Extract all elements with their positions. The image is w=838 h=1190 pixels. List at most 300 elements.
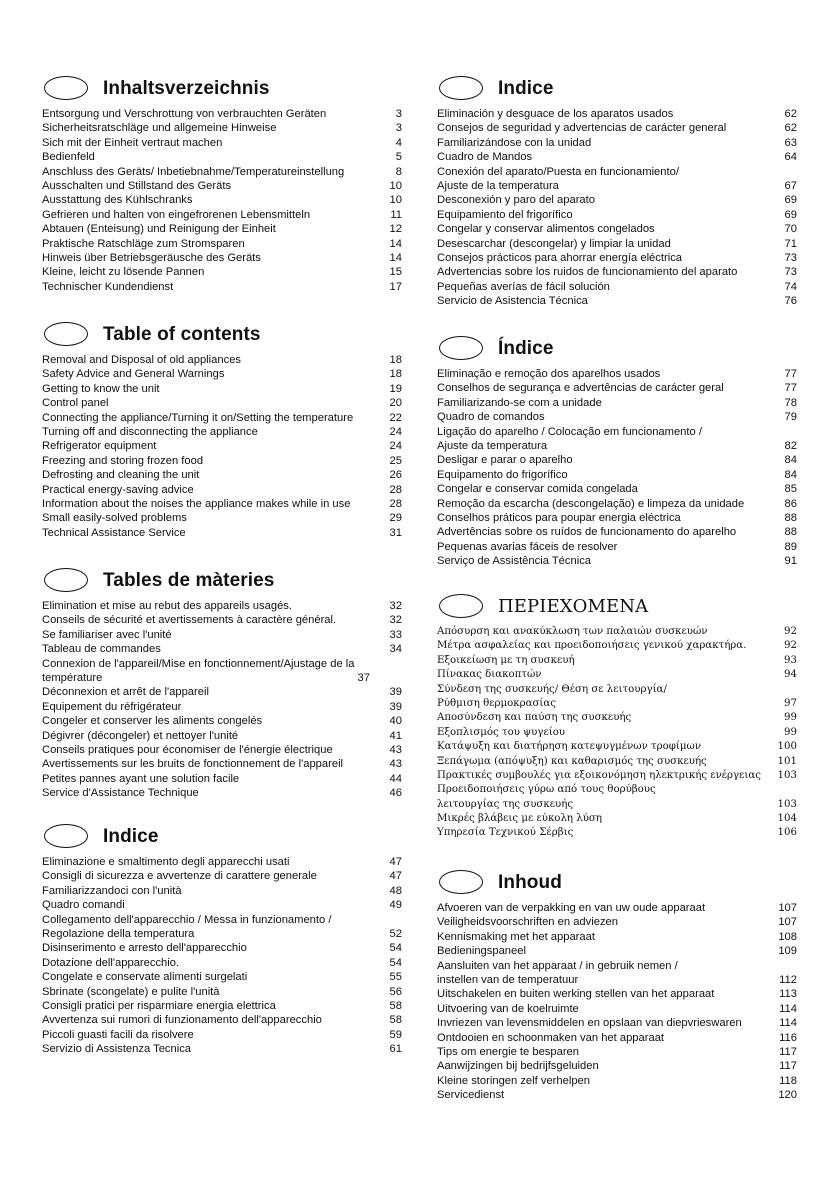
toc-entry bbox=[42, 382, 402, 396]
toc-entry bbox=[42, 353, 402, 367]
toc-entry-page-number: 77 bbox=[784, 368, 797, 380]
toc-entry-text: Conseils de sécurité et avertissements à caractère général. bbox=[42, 614, 337, 627]
toc-entry-text: Ligação do aparelho / Colocação em funcionamento / bbox=[437, 425, 702, 438]
toc-entry bbox=[437, 683, 797, 697]
toc-entry-page-number: 43 bbox=[389, 743, 402, 756]
toc-entry-page-number: 113 bbox=[779, 988, 797, 1001]
toc-entry-text: Ajuste de la temperatura bbox=[437, 179, 559, 192]
toc-entry-text: Απόσυρση και ανακύκλωση των παλαιών συσκευών bbox=[437, 626, 708, 637]
toc-entry bbox=[437, 1002, 797, 1016]
toc-entry-text: Αποσύνδεση και παύση της συσκευής bbox=[437, 712, 632, 724]
toc-entry-page-number: 26 bbox=[389, 469, 402, 482]
toc-entry bbox=[42, 222, 402, 236]
toc-entry-page-number: 17 bbox=[389, 280, 402, 293]
toc-entry bbox=[437, 769, 797, 783]
toc-entry-text: Εξοικείωση με τη συσκευή bbox=[437, 654, 575, 666]
toc-entry bbox=[42, 613, 402, 627]
toc-entry-text: Service d'Assistance Technique bbox=[42, 787, 199, 800]
toc-entry-text: Quadro de comandos bbox=[437, 411, 545, 424]
toc-entry-page-number: 12 bbox=[389, 223, 402, 236]
toc-entry-text: Consigli pratici per risparmiare energia elettrica bbox=[42, 999, 276, 1012]
toc-entry-page-number: 19 bbox=[389, 382, 402, 395]
toc-entry-page-number: 44 bbox=[389, 772, 402, 785]
toc-entry bbox=[437, 396, 797, 410]
toc-entry-text: Disinserimento e arresto dell'apparecchio bbox=[42, 942, 247, 955]
toc-entry-page-number: 103 bbox=[777, 769, 797, 781]
toc-entry-page-number: 88 bbox=[784, 526, 797, 539]
toc-entry-text: Removal and Disposal of old appliances bbox=[42, 354, 242, 366]
toc-entry-text: température bbox=[42, 671, 103, 684]
toc-entry bbox=[437, 525, 797, 539]
toc-entry-page-number: 40 bbox=[389, 715, 402, 728]
toc-entry bbox=[42, 913, 402, 927]
toc-entry-text: Προειδοποιήσεις γύρω από τους θορύβους bbox=[437, 784, 656, 796]
toc-entry-text: λειτουργίας της συσκευής bbox=[437, 798, 574, 810]
toc-entry bbox=[42, 511, 402, 525]
toc-entry bbox=[42, 468, 402, 482]
toc-entry bbox=[437, 1016, 797, 1030]
toc-entry-page-number: 69 bbox=[784, 208, 797, 221]
toc-entry-page-number: 24 bbox=[389, 440, 402, 453]
toc-entry-page-number: 64 bbox=[784, 151, 797, 164]
toc-entry-page-number: 47 bbox=[389, 870, 402, 883]
toc-entry-page-number: 34 bbox=[389, 643, 402, 656]
toc-entry bbox=[437, 468, 797, 482]
toc-entry-page-number: 117 bbox=[779, 1060, 797, 1073]
toc-entry bbox=[437, 1074, 797, 1088]
toc-entry-text: Familiarizzandoci con l'unità bbox=[42, 884, 182, 897]
section-title: Índice bbox=[498, 338, 554, 359]
toc-entry bbox=[437, 915, 797, 929]
toc-entry-page-number: 61 bbox=[389, 1043, 402, 1056]
toc-entry bbox=[42, 642, 402, 656]
toc-entry-page-number: 10 bbox=[389, 194, 402, 207]
toc-entry-list bbox=[42, 599, 402, 800]
toc-entry bbox=[437, 136, 797, 150]
toc-entry bbox=[42, 884, 402, 898]
toc-entry bbox=[437, 497, 797, 511]
toc-entry bbox=[42, 136, 402, 150]
toc-entry-text: Elimination et mise au rebut des appareils usagés. bbox=[42, 600, 292, 612]
toc-entry bbox=[42, 970, 402, 984]
toc-entry-page-number: 104 bbox=[777, 813, 797, 825]
toc-entry-text: Hinweis über Betriebsgeräusche des Geräts bbox=[42, 251, 261, 264]
toc-entry bbox=[42, 700, 402, 714]
toc-entry bbox=[42, 772, 402, 786]
toc-entry-text: Petites pannes ayant une solution facile bbox=[42, 772, 240, 785]
toc-entry-page-number: 47 bbox=[389, 856, 402, 868]
toc-entry bbox=[437, 367, 797, 381]
toc-entry-page-number: 86 bbox=[784, 497, 797, 510]
toc-entry-text: Conselhos de segurança e advertências de carácter geral bbox=[437, 382, 724, 395]
toc-section bbox=[437, 76, 797, 308]
toc-entry-list bbox=[437, 901, 797, 1102]
toc-entry-page-number: 48 bbox=[389, 884, 402, 897]
toc-entry-text: Aanwijzingen bij bedrijfsgeluiden bbox=[437, 1060, 599, 1073]
toc-entry-text: Refrigerator equipment bbox=[42, 440, 157, 453]
toc-entry-page-number: 58 bbox=[389, 1014, 402, 1027]
toc-entry bbox=[437, 425, 797, 439]
toc-entry-page-number: 116 bbox=[779, 1031, 797, 1044]
toc-entry-page-number: 18 bbox=[389, 354, 402, 366]
toc-entry-text: Μέτρα ασφαλείας και προειδοποιήσεις γενικού χαρακτήρα. bbox=[437, 640, 747, 652]
toc-entry bbox=[437, 107, 797, 121]
toc-entry bbox=[437, 294, 797, 308]
section-title: Inhoud bbox=[498, 872, 562, 893]
toc-entry bbox=[42, 121, 402, 135]
toc-entry-text: Ausschalten und Stillstand des Geräts bbox=[42, 179, 232, 192]
toc-entry-text: Consigli di sicurezza e avvertenze di carattere generale bbox=[42, 870, 317, 883]
section-title: ΠΕΡΙΕΧΟΜΕΝΑ bbox=[498, 596, 649, 617]
toc-entry bbox=[42, 757, 402, 771]
toc-entry-text: Abtauen (Enteisung) und Reinigung der Einheit bbox=[42, 223, 276, 236]
toc-entry-text: Kennismaking met het apparaat bbox=[437, 930, 595, 943]
toc-entry-page-number: 14 bbox=[389, 237, 402, 250]
toc-entry-text: Bedieningspaneel bbox=[437, 945, 526, 958]
toc-entry-page-number: 97 bbox=[784, 697, 797, 709]
toc-entry-page-number: 20 bbox=[389, 397, 402, 410]
toc-entry-text: Safety Advice and General Warnings bbox=[42, 368, 225, 381]
toc-entry bbox=[42, 107, 402, 121]
toc-entry-page-number: 25 bbox=[389, 454, 402, 467]
toc-entry bbox=[437, 511, 797, 525]
toc-entry bbox=[42, 526, 402, 540]
toc-entry bbox=[42, 729, 402, 743]
toc-entry-page-number: 33 bbox=[389, 628, 402, 641]
toc-entry-page-number: 99 bbox=[784, 726, 797, 738]
section-title: Indice bbox=[498, 78, 554, 99]
toc-entry-page-number: 8 bbox=[395, 165, 402, 178]
toc-entry-text: Dotazione dell'apparecchio. bbox=[42, 956, 180, 969]
toc-entry-page-number: 118 bbox=[779, 1074, 797, 1087]
toc-entry bbox=[42, 1042, 402, 1056]
toc-entry-page-number: 100 bbox=[777, 741, 797, 753]
toc-entry-text: Equipamiento del frigorífico bbox=[437, 208, 573, 221]
toc-entry-text: Remoção da escarcha (descongelação) e limpeza da unidade bbox=[437, 497, 745, 510]
toc-entry bbox=[42, 685, 402, 699]
toc-entry bbox=[437, 208, 797, 222]
toc-entry-page-number: 31 bbox=[389, 526, 402, 539]
toc-entry-page-number: 73 bbox=[784, 251, 797, 264]
toc-entry-page-number: 5 bbox=[395, 151, 402, 164]
toc-entry bbox=[42, 251, 402, 265]
toc-entry-page-number: 46 bbox=[389, 787, 402, 800]
toc-entry bbox=[42, 193, 402, 207]
toc-entry-text: Veiligheidsvoorschriften en adviezen bbox=[437, 916, 618, 929]
toc-entry bbox=[42, 150, 402, 164]
toc-entry-page-number: 3 bbox=[395, 108, 402, 120]
toc-entry-text: Familiarizando-se com a unidade bbox=[437, 396, 602, 409]
toc-entry-text: Ajuste da temperatura bbox=[437, 439, 548, 452]
language-flag-oval-icon bbox=[44, 322, 88, 346]
toc-entry bbox=[42, 657, 402, 671]
toc-entry-page-number: 84 bbox=[784, 454, 797, 467]
language-flag-oval-icon bbox=[44, 568, 88, 592]
toc-entry-text: Familiarizándose con la unidad bbox=[437, 136, 592, 149]
toc-entry bbox=[42, 999, 402, 1013]
toc-entry-text: Servizio di Assistenza Tecnica bbox=[42, 1043, 192, 1056]
toc-entry-text: Eliminazione e smaltimento degli apparecchi usati bbox=[42, 856, 290, 868]
toc-entry-text: Ξεπάγωμα (απόψυξη) και καθαρισμός της συσκευής bbox=[437, 755, 707, 767]
toc-entry-text: Avvertenza sui rumori di funzionamento dell'apparecchio bbox=[42, 1014, 322, 1027]
toc-entry-text: Piccoli guasti facili da risolvere bbox=[42, 1028, 194, 1041]
toc-entry-text: Serviço de Assistência Técnica bbox=[437, 555, 592, 568]
toc-entry-text: Bedienfeld bbox=[42, 151, 95, 164]
section-title: Indice bbox=[103, 826, 159, 847]
toc-entry bbox=[437, 654, 797, 668]
toc-entry bbox=[437, 901, 797, 915]
toc-entry bbox=[437, 150, 797, 164]
toc-entry-text: Control panel bbox=[42, 397, 109, 410]
toc-entry-page-number: 70 bbox=[784, 223, 797, 236]
toc-entry-text: Aansluiten van het apparaat / in gebruik nemen / bbox=[437, 959, 678, 972]
toc-entry bbox=[437, 944, 797, 958]
toc-entry bbox=[437, 973, 797, 987]
toc-entry-page-number: 69 bbox=[784, 194, 797, 207]
toc-entry bbox=[42, 208, 402, 222]
toc-entry-text: Kleine storingen zelf verhelpen bbox=[437, 1074, 590, 1087]
toc-entry-list bbox=[437, 107, 797, 308]
section-title: Table of contents bbox=[103, 324, 261, 345]
toc-entry-text: Kleine, leicht zu lösende Pannen bbox=[42, 266, 205, 279]
toc-entry-text: Πίνακας διακοπτών bbox=[437, 669, 542, 681]
toc-entry bbox=[42, 714, 402, 728]
toc-entry-text: Practical energy-saving advice bbox=[42, 483, 194, 496]
toc-entry-text: Desligar e parar o aparelho bbox=[437, 454, 573, 467]
toc-entry-text: Advertencias sobre los ruidos de funcionamiento del aparato bbox=[437, 266, 738, 279]
toc-entry-page-number: 84 bbox=[784, 468, 797, 481]
toc-entry-page-number: 29 bbox=[389, 512, 402, 525]
toc-entry bbox=[437, 540, 797, 554]
toc-entry-page-number: 28 bbox=[389, 483, 402, 496]
toc-entry bbox=[437, 193, 797, 207]
toc-entry-text: Pequeñas averías de fácil solución bbox=[437, 280, 610, 293]
toc-entry-text: Déconnexion et arrêt de l'appareil bbox=[42, 686, 209, 699]
toc-entry bbox=[437, 711, 797, 725]
toc-entry-page-number: 78 bbox=[784, 396, 797, 409]
toc-entry-text: Κατάψυξη και διατήρηση κατεψυγμένων τροφίμων bbox=[437, 741, 702, 753]
toc-entry-list bbox=[437, 367, 797, 568]
toc-entry bbox=[42, 280, 402, 294]
toc-entry bbox=[42, 898, 402, 912]
toc-entry-text: Uitschakelen en buiten werking stellen van het apparaat bbox=[437, 988, 715, 1001]
toc-entry bbox=[42, 367, 402, 381]
toc-entry bbox=[437, 381, 797, 395]
toc-entry-text: instellen van de temperatuur bbox=[437, 973, 579, 986]
toc-entry-page-number: 41 bbox=[389, 729, 402, 742]
toc-entry-text: Gefrieren und halten von eingefrorenen Lebensmitteln bbox=[42, 208, 311, 221]
toc-entry-text: Technischer Kundendienst bbox=[42, 280, 174, 293]
toc-entry bbox=[437, 639, 797, 653]
toc-entry-page-number: 82 bbox=[784, 439, 797, 452]
toc-entry-page-number: 92 bbox=[784, 640, 797, 652]
toc-entry bbox=[437, 826, 797, 840]
toc-section bbox=[437, 870, 797, 1102]
toc-entry-page-number: 77 bbox=[784, 382, 797, 395]
toc-section bbox=[42, 824, 402, 1056]
toc-entry bbox=[437, 740, 797, 754]
toc-entry bbox=[42, 1028, 402, 1042]
toc-entry bbox=[437, 265, 797, 279]
toc-entry-text: Sich mit der Einheit vertraut machen bbox=[42, 136, 223, 149]
toc-entry-page-number: 120 bbox=[778, 1089, 797, 1102]
toc-entry-page-number: 106 bbox=[777, 827, 797, 839]
toc-entry bbox=[437, 237, 797, 251]
toc-entry-page-number: 92 bbox=[784, 626, 797, 637]
toc-entry-text: Advertências sobre os ruídos de funcionamento do aparelho bbox=[437, 526, 737, 539]
toc-entry bbox=[437, 121, 797, 135]
language-flag-oval-icon bbox=[44, 824, 88, 848]
toc-section bbox=[42, 568, 402, 800]
toc-entry-text: Turning off and disconnecting the appliance bbox=[42, 425, 258, 438]
toc-entry-page-number: 39 bbox=[389, 686, 402, 699]
toc-entry-page-number: 79 bbox=[784, 411, 797, 424]
toc-entry-page-number: 67 bbox=[784, 179, 797, 192]
toc-entry-text: Conseils pratiques pour économiser de l'énergie électrique bbox=[42, 743, 333, 756]
toc-entry bbox=[42, 497, 402, 511]
toc-entry bbox=[437, 179, 797, 193]
toc-entry-text: Ρύθμιση θερμοκρασίας bbox=[437, 697, 557, 709]
toc-section bbox=[437, 594, 797, 839]
toc-entry-page-number: 22 bbox=[389, 411, 402, 424]
toc-entry-text: Dégivrer (décongeler) et nettoyer l'unité bbox=[42, 729, 239, 742]
toc-entry bbox=[42, 786, 402, 800]
section-title: Tables de màteries bbox=[103, 570, 275, 591]
toc-entry bbox=[42, 869, 402, 883]
toc-entry-text: Regolazione della temperatura bbox=[42, 927, 195, 940]
toc-entry-text: Pequenas avarias fáceis de resolver bbox=[437, 540, 618, 553]
toc-entry-page-number: 37 bbox=[357, 671, 370, 684]
language-flag-oval-icon bbox=[439, 76, 483, 100]
toc-entry-page-number: 71 bbox=[784, 237, 797, 250]
toc-entry bbox=[42, 671, 402, 685]
toc-entry-text: Uitvoering van de koelruimte bbox=[437, 1002, 579, 1015]
toc-entry bbox=[42, 439, 402, 453]
toc-entry-text: Equipement du réfrigérateur bbox=[42, 700, 182, 713]
toc-entry bbox=[437, 930, 797, 944]
toc-entry-text: Technical Assistance Service bbox=[42, 526, 186, 539]
toc-entry bbox=[437, 165, 797, 179]
toc-section bbox=[42, 322, 402, 539]
toc-entry bbox=[42, 855, 402, 869]
toc-entry bbox=[42, 237, 402, 251]
toc-entry-page-number: 3 bbox=[395, 122, 402, 135]
toc-entry-text: Congelate e conservate alimenti surgelati bbox=[42, 971, 248, 984]
toc-entry bbox=[42, 985, 402, 999]
toc-entry-list bbox=[42, 353, 402, 540]
toc-entry bbox=[437, 439, 797, 453]
toc-entry-page-number: 14 bbox=[389, 251, 402, 264]
toc-entry-page-number: 88 bbox=[784, 511, 797, 524]
toc-entry-page-number: 62 bbox=[784, 108, 797, 120]
toc-entry-page-number: 91 bbox=[784, 555, 797, 568]
toc-entry bbox=[437, 726, 797, 740]
toc-entry-text: Equipamento do frigorífico bbox=[437, 468, 568, 481]
toc-entry-page-number: 74 bbox=[784, 280, 797, 293]
toc-entry-page-number: 103 bbox=[777, 798, 797, 810]
toc-entry-text: Conselhos práticos para poupar energia eléctrica bbox=[437, 511, 681, 524]
toc-entry-page-number: 43 bbox=[389, 758, 402, 771]
toc-section bbox=[437, 336, 797, 568]
toc-entry bbox=[437, 1045, 797, 1059]
toc-entry bbox=[42, 483, 402, 497]
toc-entry-text: Desescarchar (descongelar) y limpiar la unidad bbox=[437, 237, 671, 250]
toc-entry-page-number: 54 bbox=[389, 942, 402, 955]
toc-entry bbox=[42, 956, 402, 970]
toc-entry bbox=[437, 755, 797, 769]
toc-entry-page-number: 4 bbox=[395, 136, 402, 149]
toc-entry-text: Μικρές βλάβεις με εύκολη λύση bbox=[437, 813, 602, 825]
toc-entry-page-number: 28 bbox=[389, 497, 402, 510]
toc-entry-page-number: 62 bbox=[784, 122, 797, 135]
toc-entry-page-number: 114 bbox=[779, 1017, 797, 1030]
toc-entry bbox=[42, 179, 402, 193]
toc-entry bbox=[437, 625, 797, 639]
toc-entry-text: Ontdooien en schoonmaken van het apparaat bbox=[437, 1031, 665, 1044]
toc-entry-page-number: 73 bbox=[784, 266, 797, 279]
toc-entry-text: Freezing and storing frozen food bbox=[42, 454, 204, 467]
toc-entry-page-number: 24 bbox=[389, 425, 402, 438]
toc-entry-page-number: 89 bbox=[784, 540, 797, 553]
toc-entry-text: Entsorgung und Verschrottung von verbrauchten Geräten bbox=[42, 108, 327, 120]
toc-entry-page-number: 76 bbox=[784, 295, 797, 308]
toc-entry-page-number: 109 bbox=[778, 945, 797, 958]
toc-entry-text: Congelar e conservar comida congelada bbox=[437, 483, 638, 496]
toc-entry bbox=[437, 1031, 797, 1045]
toc-entry-text: Quadro comandi bbox=[42, 899, 125, 912]
toc-entry-page-number: 112 bbox=[779, 973, 797, 986]
toc-entry-text: Invriezen van levensmiddelen en opslaan van diepvrieswaren bbox=[437, 1017, 742, 1030]
toc-entry bbox=[42, 599, 402, 613]
section-title: Inhaltsverzeichnis bbox=[103, 78, 270, 99]
toc-entry-text: Afvoeren van de verpakking en van uw oude apparaat bbox=[437, 902, 706, 914]
toc-entry-text: Congeler et conserver les aliments congelés bbox=[42, 715, 263, 728]
toc-entry-page-number: 18 bbox=[389, 368, 402, 381]
toc-entry-text: Sicherheitsratschläge und allgemeine Hinweise bbox=[42, 122, 277, 135]
toc-entry-text: Ausstattung des Kühlschranks bbox=[42, 194, 193, 207]
toc-entry-page-number: 15 bbox=[389, 266, 402, 279]
toc-entry-text: Small easily-solved problems bbox=[42, 512, 187, 525]
toc-entry-text: Desconexión y paro del aparato bbox=[437, 194, 595, 207]
toc-entry bbox=[42, 411, 402, 425]
toc-entry bbox=[437, 410, 797, 424]
toc-entry-text: Consejos de seguridad y advertencias de carácter general bbox=[437, 122, 727, 135]
toc-entry-text: Cuadro de Mandos bbox=[437, 151, 533, 164]
toc-entry-text: Eliminação e remoção dos aparelhos usados bbox=[437, 368, 661, 380]
toc-entry-text: Avertissements sur les bruits de fonctionnement de l'appareil bbox=[42, 758, 344, 771]
toc-entry-list bbox=[42, 855, 402, 1056]
toc-entry-text: Getting to know the unit bbox=[42, 382, 160, 395]
toc-entry bbox=[42, 927, 402, 941]
toc-entry bbox=[437, 987, 797, 1001]
toc-entry bbox=[42, 425, 402, 439]
toc-entry-page-number: 49 bbox=[389, 899, 402, 912]
toc-entry-text: Εξοπλισμός του ψυγείου bbox=[437, 726, 566, 738]
toc-entry-text: Servicedienst bbox=[437, 1089, 505, 1102]
toc-entry bbox=[437, 453, 797, 467]
toc-entry-page-number: 101 bbox=[777, 755, 797, 767]
toc-entry-text: Praktische Ratschläge zum Stromsparen bbox=[42, 237, 245, 250]
toc-entry-text: Defrosting and cleaning the unit bbox=[42, 469, 200, 482]
toc-entry-text: Se familiariser avec l'unité bbox=[42, 628, 172, 641]
toc-entry-page-number: 56 bbox=[389, 985, 402, 998]
toc-entry-text: Anschluss des Geräts/ Inbetiebnahme/Temperatureinstellung bbox=[42, 165, 345, 178]
toc-entry bbox=[42, 165, 402, 179]
toc-entry-text: Tips om energie te besparen bbox=[437, 1045, 579, 1058]
toc-entry bbox=[437, 251, 797, 265]
toc-entry-text: Consejos prácticos para ahorrar energía eléctrica bbox=[437, 251, 683, 264]
language-flag-oval-icon bbox=[439, 336, 483, 360]
